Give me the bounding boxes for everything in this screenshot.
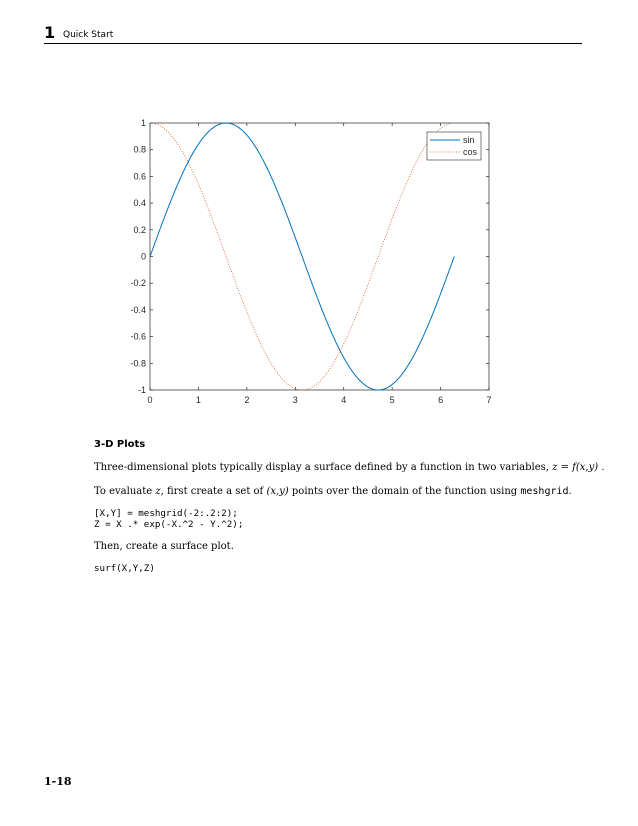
paragraph-evaluate: To evaluate z, first create a set of (x,y) points over the domain of the function using meshgrid.: [94, 486, 572, 497]
paragraph-surface-intro: Three-dimensional plots typically display a surface defined by a function in two variables, z = f(x,y) .: [94, 462, 605, 473]
inline-code-meshgrid: meshgrid: [520, 486, 569, 497]
y-tick-label: 0.4: [133, 198, 146, 209]
y-tick-label: -1: [137, 385, 146, 395]
y-tick-label: 1: [140, 118, 146, 128]
section-heading: 3-D Plots: [94, 439, 146, 450]
y-tick-label: -0.6: [130, 331, 146, 342]
x-tick-label: 0: [147, 395, 153, 405]
x-tick-label: 1: [195, 395, 201, 405]
x-tick-label: 4: [341, 395, 347, 405]
x-tick-label: 2: [244, 395, 250, 405]
math-expression: z = f(x,y): [552, 462, 599, 473]
y-tick-label: 0.8: [133, 144, 146, 155]
paragraph-text: Three-dimensional plots typically display a surface defined by a function in two variables,: [94, 462, 553, 473]
plot-axes-box: [150, 123, 489, 390]
legend-label-cos: cos: [463, 147, 478, 157]
y-tick-label: 0: [140, 251, 146, 262]
x-tick-label: 3: [292, 395, 298, 405]
chapter-title: Quick Start: [63, 30, 114, 40]
y-tick-label: 0.2: [133, 224, 146, 235]
code-block-meshgrid: [X,Y] = meshgrid(-2:.2:2); Z = X .* exp(-X.^2 - Y.^2);: [94, 508, 244, 530]
sin-cos-plot: [120, 112, 500, 412]
page-number: 1-18: [44, 775, 72, 788]
x-tick-label: 7: [486, 395, 492, 405]
x-tick-label: 6: [438, 395, 444, 405]
y-tick-label: 0.6: [133, 171, 146, 182]
chapter-number: 1: [44, 23, 56, 42]
page-header: [44, 23, 582, 44]
paragraph-surface-plot: Then, create a surface plot.: [94, 541, 234, 552]
y-tick-label: -0.2: [130, 278, 146, 289]
y-tick-label: -0.8: [130, 358, 146, 369]
y-tick-label: -0.4: [130, 304, 146, 315]
code-block-surf: surf(X,Y,Z): [94, 563, 155, 574]
x-tick-label: 5: [389, 395, 395, 405]
legend-label-sin: sin: [463, 135, 475, 145]
